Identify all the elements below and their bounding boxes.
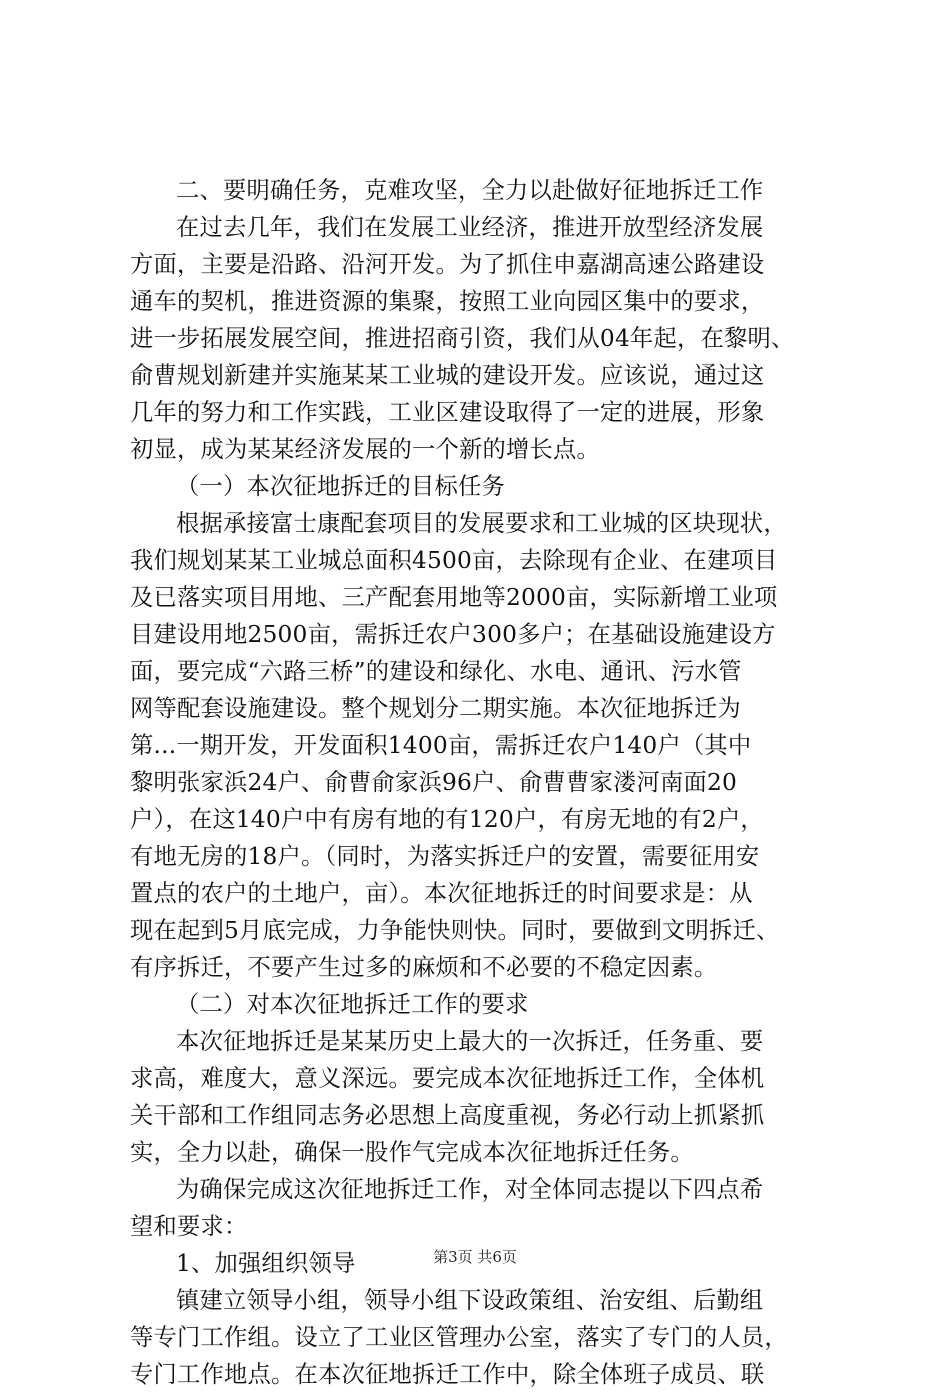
text-line: 二、要明确任务，克难攻坚，全力以赴做好征地拆迁工作 <box>176 177 764 204</box>
text-line: 方面，主要是沿路、沿河开发。为了抓住申嘉湖高速公路建设 <box>130 251 765 278</box>
text-line: 通车的契机，推进资源的集聚，按照工业向园区集中的要求， <box>130 288 765 315</box>
text-line: 面，要完成“六路三桥”的建设和绿化、水电、通讯、污水管 <box>130 658 742 685</box>
text-line: 网等配套设施建设。整个规划分二期实施。本次征地拆迁为 <box>130 695 741 722</box>
text-line: 进一步拓展发展空间，推进招商引资，我们从04年起，在黎明、 <box>130 325 795 352</box>
document-body <box>130 172 830 1393</box>
text-line: 有序拆迁，不要产生过多的麻烦和不必要的不稳定因素。 <box>130 954 718 981</box>
text-line: 目建设用地2500亩，需拆迁农户300多户；在基础设施建设方 <box>130 621 776 648</box>
text-line: 实，全力以赴，确保一股作气完成本次征地拆迁任务。 <box>130 1139 694 1166</box>
text-line: 本次征地拆迁是某某历史上最大的一次拆迁，任务重、要 <box>176 1028 764 1055</box>
text-line: 望和要求： <box>130 1213 248 1240</box>
text-line: 在过去几年，我们在发展工业经济，推进开放型经济发展 <box>176 214 764 241</box>
text-line: 户），在这140户中有房有地的有120户，有房无地的有2户， <box>130 806 764 833</box>
text-line: 我们规划某某工业城总面积4500亩，去除现有企业、在建项目 <box>130 547 778 574</box>
text-line: 初显，成为某某经济发展的一个新的增长点。 <box>130 436 600 463</box>
text-line: （二）对本次征地拆迁工作的要求 <box>176 991 529 1018</box>
text-line: 几年的努力和工作实践，工业区建设取得了一定的进展，形象 <box>130 399 765 426</box>
text-line: 1、加强组织领导 <box>176 1250 356 1277</box>
text-line: 专门工作地点。在本次征地拆迁工作中，除全体班子成员、联 <box>130 1361 765 1388</box>
text-line: 镇建立领导小组，领导小组下设政策组、治安组、后勤组 <box>176 1287 764 1314</box>
text-line: 现在起到5月底完成，力争能快则快。同时，要做到文明拆迁、 <box>130 917 780 944</box>
text-line: 为确保完成这次征地拆迁工作，对全体同志提以下四点希 <box>176 1176 764 1203</box>
text-line: 第...一期开发，开发面积1400亩，需拆迁农户140户（其中 <box>130 732 752 759</box>
page-footer: 第3页 共6页 <box>433 1248 517 1266</box>
text-line: 有地无房的18户。（同时，为落实拆迁户的安置，需要征用安 <box>130 843 760 870</box>
text-line: 等专门工作组。设立了工业区管理办公室，落实了专门的人员， <box>130 1324 788 1351</box>
text-line: 求高，难度大，意义深远。要完成本次征地拆迁工作，全体机 <box>130 1065 765 1092</box>
text-line: 置点的农户的土地户，亩）。本次征地拆迁的时间要求是：从 <box>130 880 753 907</box>
text-line: （一）本次征地拆迁的目标任务 <box>176 473 505 500</box>
text-line: 及已落实项目用地、三产配套用地等2000亩，实际新增工业项 <box>130 584 778 611</box>
text-line: 根据承接富士康配套项目的发展要求和工业城的区块现状， <box>176 510 787 537</box>
text-line: 黎明张家浜24户、俞曹俞家浜96户、俞曹曹家溇河南面20 <box>130 769 738 796</box>
text-line: 关干部和工作组同志务必思想上高度重视，务必行动上抓紧抓 <box>130 1102 765 1129</box>
text-line: 俞曹规划新建并实施某某工业城的建设开发。应该说，通过这 <box>130 362 765 389</box>
